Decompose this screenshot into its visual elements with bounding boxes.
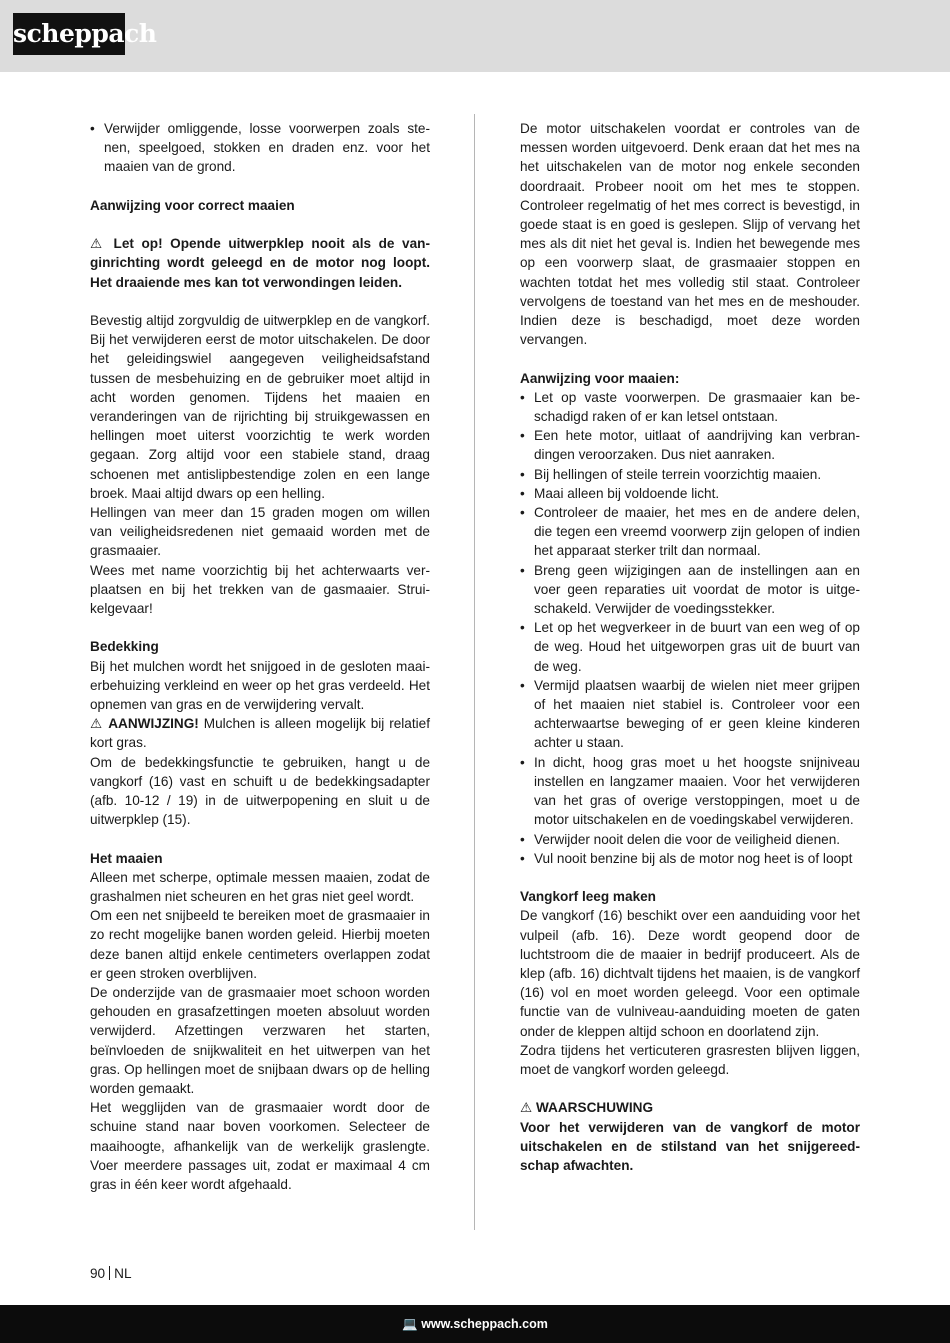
language-code: NL (114, 1266, 132, 1281)
page-header (0, 0, 950, 72)
paragraph: Bevestig altijd zorgvuldig de uitwerpklep en de vangkorf. Bij het verwijderen eerst de motor uitschakelen. De door het geleidingswiel aangegeven veiligheidsafstand tussen de mesbehuizing en de gebruiker moet altijd in acht worden genomen. Tijdens het maaien en veranderingen van de rijrichting bij struikgewassen en hellingen moet uiterst voorzichtig te werk worden gegaan. Zorg altijd voor een stabiele stand, draag schoenen met antislipbestendige zolen en een lange broek. Maai altijd dwars op een helling. (90, 312, 430, 501)
page-number: 90 (90, 1266, 106, 1281)
warning-heading (520, 1098, 860, 1117)
list-item: • Een hete motor, uitlaat of aandrijving kan verbrandingen veroorzaken. Dus niet aanraken. (520, 426, 860, 464)
list-item: • Vul nooit benzine bij als de motor nog heet is of loopt (520, 849, 860, 868)
list-item: • Maai alleen bij voldoende licht. (520, 484, 860, 503)
list-item: • Verwijder omliggende, losse voorwerpen zoals stenen, speelgoed, stokken en draden enz. voor het maaien van de grond. (90, 119, 430, 177)
list-item: • Breng geen wijzigingen aan de instellingen aan en voer geen reparaties uit voordat de motor is uitgeschakeld. Verwijder de voedingsstekker. (520, 561, 860, 619)
footer-bar (0, 1305, 950, 1343)
paragraph: Om een net snijbeeld te bereiken moet de grasmaaier in zo recht mogelijke banen worden geleid. Hierbij moeten deze banen altijd enkele centimeters overlappen zodat er geen stroken overblijven. (90, 908, 430, 981)
paragraph: Alleen met scherpe, optimale messen maaien, zodat de grashalmen niet scheuren en het gras niet geel wordt. (90, 869, 430, 905)
paragraph: De onderzijde van de grasmaaier moet schoon worden gehouden en grasafzettingen moeten absoluut worden verwijderd. Afzettingen verzwaren het starten, beïnvloeden de snijkwaliteit en het uitwerpen van het gras. Op hellingen moet de snijbaan dwars op de helling worden gemaakt. (90, 985, 430, 1097)
paragraph: Om de bedekkingsfunctie te gebruiken, hangt u de vangkorf (16) vast en schuift u de bedekkingsadapter (afb. 10-12 / 19) in de uitwerpopening en sluit u de uitwerpklep (15). (90, 754, 430, 828)
list-item: • Controleer de maaier, het mes en de andere delen, die tegen een vreemd voorwerp zijn gelopen of indien het apparaat sterker trilt dan normaal. (520, 503, 860, 561)
paragraph: Wees met name voorzichtig bij het achterwaarts verplaatsen en bij het trekken van de gasmaaier. Struikelgevaar! (90, 562, 430, 617)
section-heading-correct-mowing: Aanwijzing voor correct maaien (90, 197, 295, 213)
paragraph: Hellingen van meer dan 15 graden mogen om willen van veiligheidsredenen niet gemaaid worden met de grasmaaier. (90, 505, 430, 559)
warning-paragraph (90, 234, 430, 292)
warning-text: Let op! Opende uitwerpklep nooit als de vanginrichting wordt geleegd en de motor nog loopt. Het draaiende mes kan tot verwondingen leiden. (90, 236, 430, 290)
section-heading-mulching: Bedekking (90, 639, 159, 655)
paragraph: De vangkorf (16) beschikt over een aanduiding voor het vulpeil (afb. 16). Deze wordt geopend door de luchtstroom die de maaier in bedrijf produceert. Als de klep (afb. 16) dichtvalt tijdens het maaien, is de vangkorf (16) vol en moet worden geleegd. Voor een optimale functie van de vulniveau-aanduiding moeten de gaten onder de kleppen altijd schoon en doorlatend zijn. (520, 908, 860, 1039)
list-item: • Vermijd plaatsen waarbij de wielen niet meer grijpen of het maaien niet stabiel is. Controleer voor een achterwaartse beweging of er geen kleine kinderen achter u staan. (520, 676, 860, 753)
section-heading-mowing-notes: Aanwijzing voor maaien: (520, 370, 680, 386)
page-footer-info (90, 1264, 132, 1283)
warning-label: WAARSCHUWING (535, 1100, 654, 1116)
list-item: • Let op vaste voorwerpen. De grasmaaier kan beschadigd raken of er kan letsel ontstaan. (520, 388, 860, 426)
warning-triangle-icon: ⚠ (520, 1100, 533, 1116)
paragraph: De motor uitschakelen voordat er controles van de messen worden uitgevoerd. Denk eraan dat het mes na het uitschakelen van de motor nog enkele seconden doordraait. Probeer nooit om het mes te stoppen. Controleer regelmatig of het mes correct is bevestigd, in goede staat is en goed is geslepen. Slijp of vervang het mes als dit niet het geval is. Indien het bewegende mes op een voorwerp slaat, de grasmaaier stoppen en wachten totdat het mes volledig stil staat. Controleer vervolgens de toestand van het mes en de meshouder. Indien deze is beschadigd, moet deze worden vervangen. (520, 121, 860, 348)
paragraph: Zodra tijdens het verticuteren grasresten blijven liggen, moet de vangkorf worden geleegd. (520, 1042, 860, 1077)
column-divider (474, 114, 475, 1230)
list-item: • In dicht, hoog gras moet u het hoogste snijniveau instellen en langzamer maaien. Voor het verwijderen van het gras of overige verstoppingen, moet u de motor uitschakelen en de voedingskabel verwijderen. (520, 753, 860, 830)
footer-separator (109, 1266, 110, 1280)
list-item: • Bij hellingen of steile terrein voorzichtig maaien. (520, 465, 860, 484)
note-paragraph (90, 714, 430, 752)
website-link[interactable]: www.scheppach.com (421, 1317, 548, 1331)
right-column (520, 119, 860, 1175)
computer-icon: 💻 (402, 1317, 418, 1331)
section-heading-empty-catcher: Vangkorf leeg maken (520, 889, 656, 905)
list-item: • Let op het wegverkeer in de buurt van een weg of op de weg. Houd het uitgeworpen gras uit de buurt van de weg. (520, 618, 860, 676)
section-heading-mowing: Het maaien (90, 850, 163, 866)
list-item: • Verwijder nooit delen die voor de veiligheid dienen. (520, 830, 860, 849)
paragraph: Het wegglijden van de grasmaaier wordt door de schuine stand naar boven voorkomen. Selecteer de maaihoogte, afhankelijk van de werkelijk graslengte. Voer meerdere passages uit, zodat er maximaal 4 cm gras in één keer wordt afgehaald. (90, 1100, 430, 1193)
note-label: AANWIJZING! (108, 716, 199, 732)
warning-triangle-icon: ⚠ (90, 716, 104, 732)
paragraph: Bij het mulchen wordt het snijgoed in de gesloten maaierbehuizing verkleind en weer op het gras verdeeld. Het opnemen van gras en de verwijdering vervalt. (90, 658, 430, 713)
note-text: Mulchen is alleen mogelijk bij relatief kort gras. (90, 716, 430, 751)
scheppach-logo: scheppach (13, 13, 125, 55)
warning-triangle-icon: ⚠ (90, 236, 106, 252)
warning-text: Voor het verwijderen van de vangkorf de motor uitschakelen en de stilstand van het snijgereedschap afwachten. (520, 1119, 860, 1173)
left-column (90, 119, 430, 1194)
